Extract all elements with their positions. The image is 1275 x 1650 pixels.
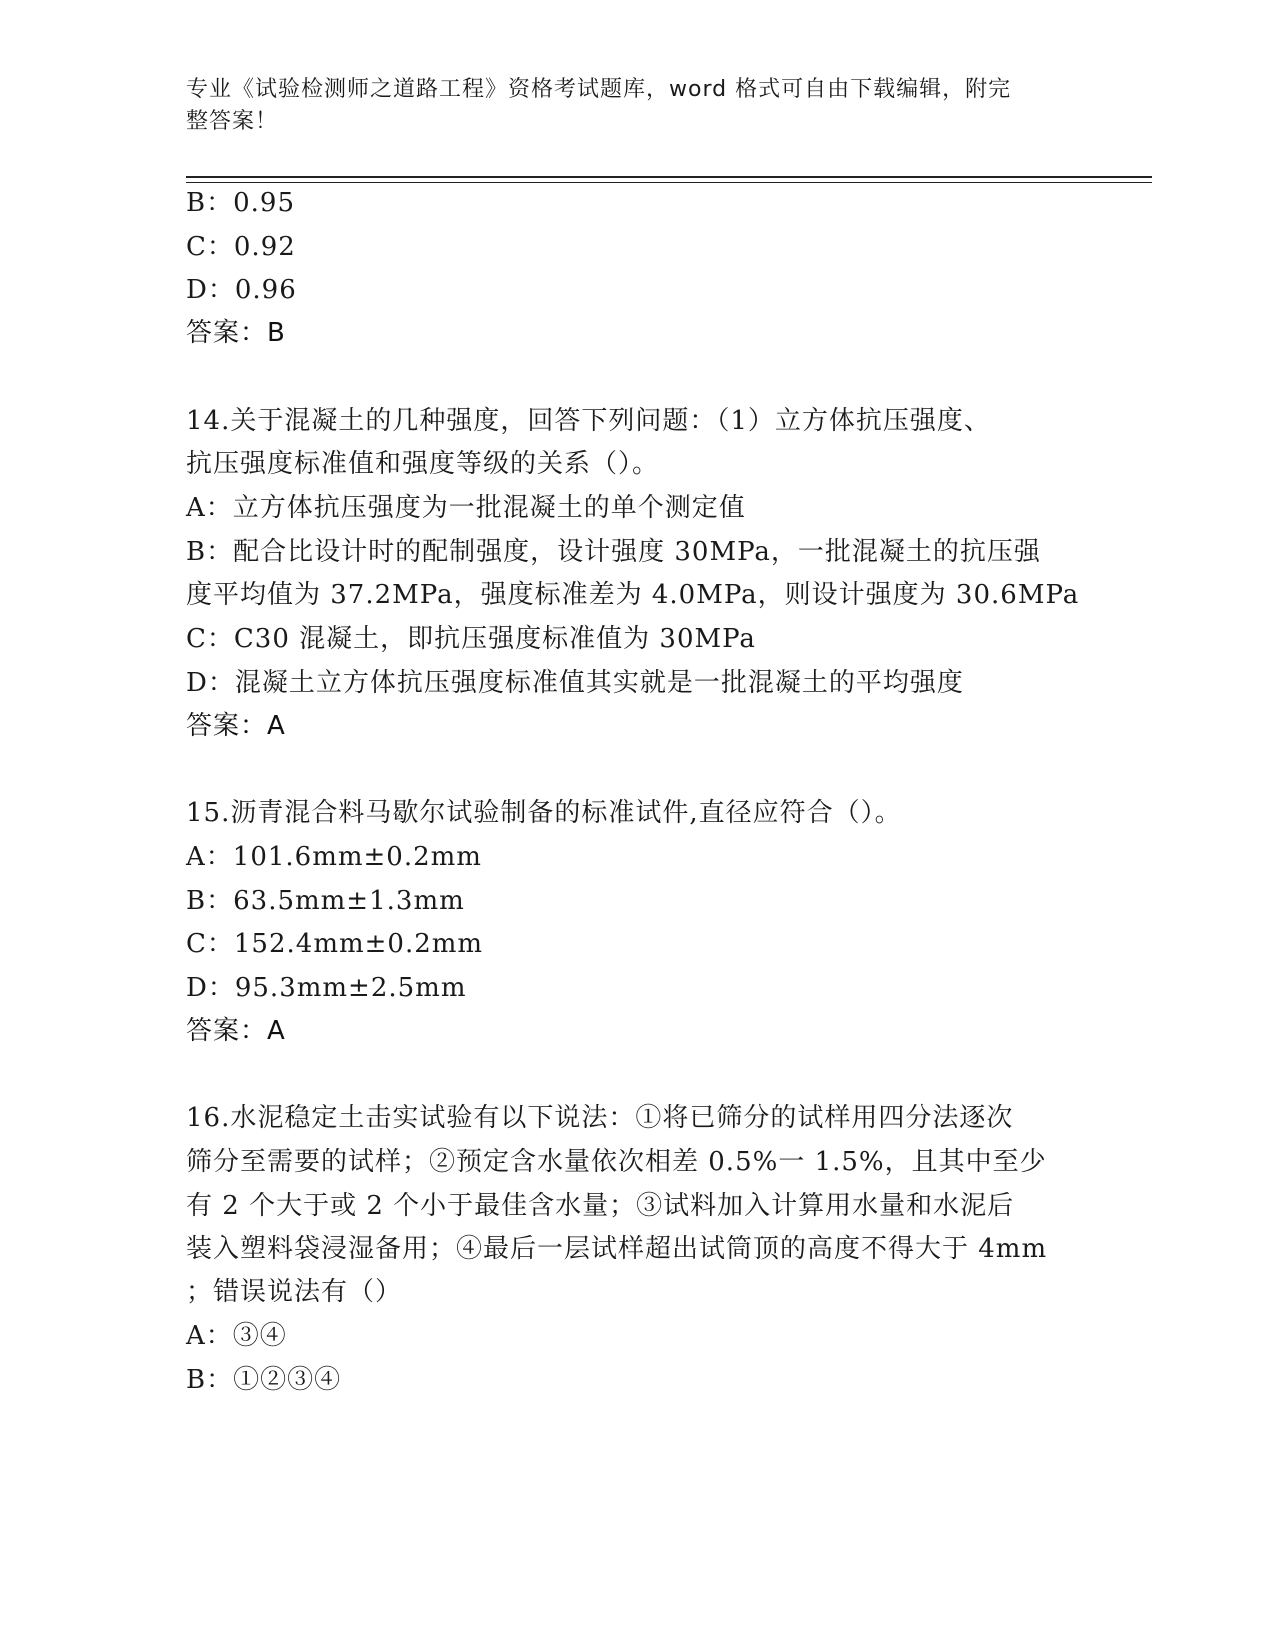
- q14-option-d: D：混凝土立方体抗压强度标准值其实就是一批混凝土的平均强度: [186, 668, 964, 698]
- q14-option-a: A：立方体抗压强度为一批混凝土的单个测定值: [186, 493, 746, 523]
- q14-stem-line-2: 抗压强度标准值和强度等级的关系（）。: [186, 449, 660, 479]
- header-divider-thin: [186, 182, 1152, 183]
- header-line-2: 整答案！: [186, 109, 279, 134]
- document-header: [186, 74, 1066, 138]
- header-divider-thick: [186, 176, 1152, 178]
- q14-stem-line-1: 14.关于混凝土的几种强度，回答下列问题：（1）立方体抗压强度、: [186, 406, 991, 436]
- q14-option-c: C：C30 混凝土，即抗压强度标准值为 30MPa: [186, 624, 756, 654]
- q14-option-b-line-1: B：配合比设计时的配制强度，设计强度 30MPa，一批混凝土的抗压强: [186, 537, 1041, 567]
- q14-option-b-line-2: 度平均值为 37.2MPa，强度标准差为 4.0MPa，则设计强度为 30.6MPa: [186, 580, 1080, 610]
- q16-stem-line-5: ；错误说法有（）: [186, 1277, 403, 1307]
- q16-stem-line-1: 16.水泥稳定土击实试验有以下说法：①将已筛分的试样用四分法逐次: [186, 1103, 1014, 1133]
- q14-answer: 答案：A: [186, 711, 286, 741]
- q16-stem-line-4: 装入塑料袋浸湿备用；④最后一层试样超出试筒顶的高度不得大于 4mm: [186, 1234, 1048, 1264]
- q16-stem-line-2: 筛分至需要的试样；②预定含水量依次相差 0.5%一 1.5%，且其中至少: [186, 1147, 1047, 1177]
- q15-option-a: A：101.6mm±0.2mm: [186, 842, 482, 872]
- q15-answer: 答案：A: [186, 1016, 286, 1046]
- q16-option-b: B：①②③④: [186, 1365, 342, 1395]
- q13-option-b: B：0.95: [186, 188, 295, 218]
- q16-option-a: A：③④: [186, 1321, 287, 1351]
- q15-option-b: B：63.5mm±1.3mm: [186, 886, 465, 916]
- q15-option-d: D：95.3mm±2.5mm: [186, 973, 467, 1003]
- q13-option-c: C：0.92: [186, 232, 296, 262]
- q16-stem-line-3: 有 2 个大于或 2 个小于最佳含水量；③试料加入计算用水量和水泥后: [186, 1191, 1015, 1221]
- q15-option-c: C：152.4mm±0.2mm: [186, 929, 484, 959]
- q13-answer: 答案：B: [186, 318, 286, 348]
- q15-stem: 15.沥青混合料马歇尔试验制备的标准试件,直径应符合（）。: [186, 798, 902, 828]
- header-line-1: 专业《试验检测师之道路工程》资格考试题库，word 格式可自由下载编辑，附完: [186, 77, 1012, 102]
- q13-option-d: D：0.96: [186, 275, 297, 305]
